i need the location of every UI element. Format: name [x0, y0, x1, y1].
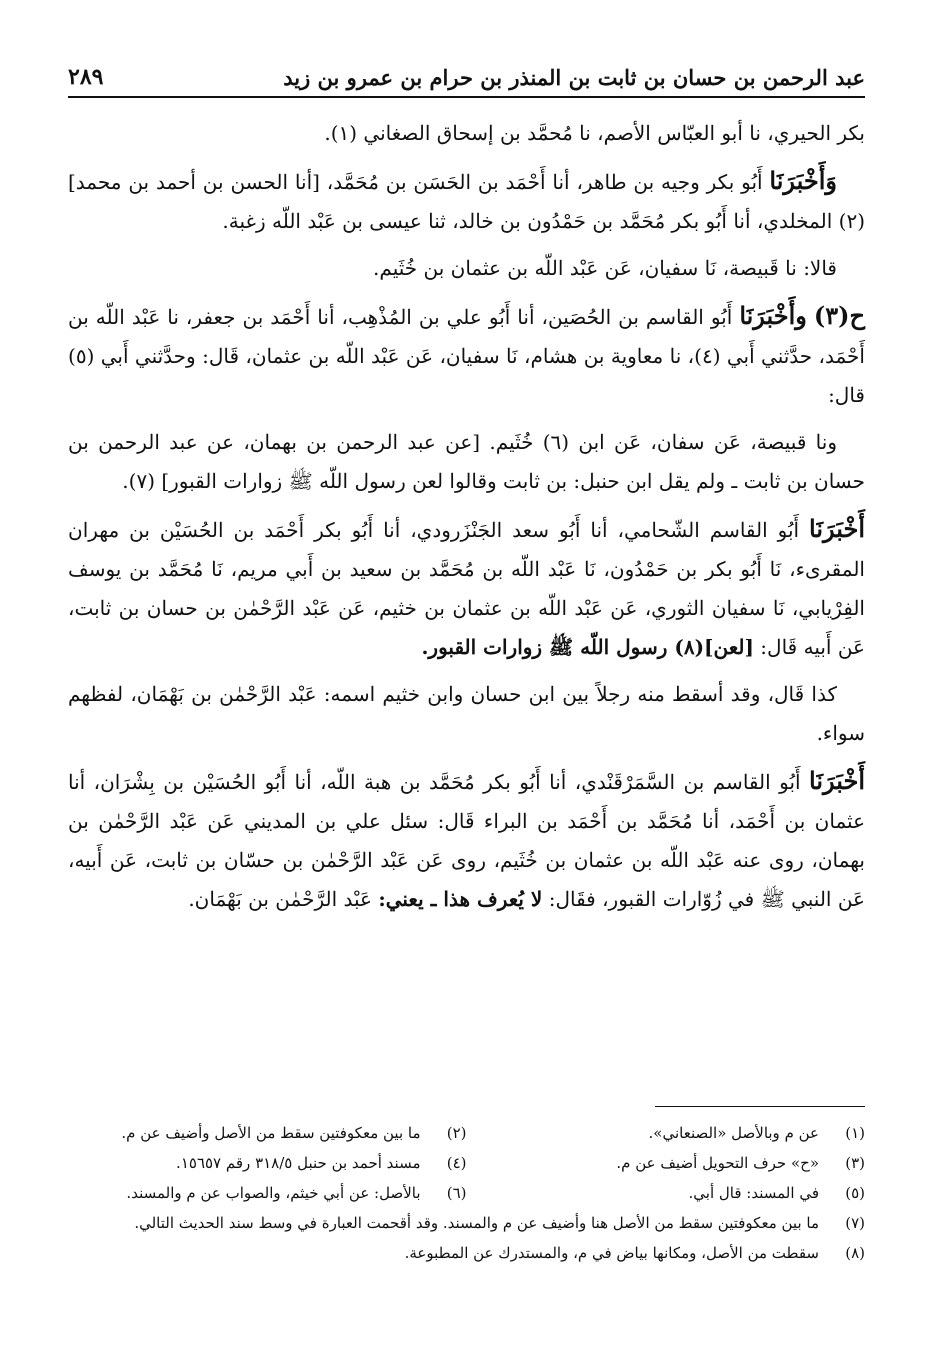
footnote-number: (١): [845, 1124, 865, 1142]
footnote-row: [68, 1238, 865, 1268]
footnote-number: (٣): [845, 1154, 865, 1172]
footnote-text: ما بين معكوفتين سقط من الأصل وأضيف عن م.: [121, 1124, 421, 1142]
paragraph-8: [68, 761, 865, 919]
paragraph-1: [68, 114, 865, 153]
footnote-text: عن م وبالأصل «الصنعاني».: [648, 1124, 819, 1142]
footnote-number: (٨): [845, 1244, 865, 1262]
footnote-divider: [655, 1106, 865, 1107]
footnote-number: (٥): [845, 1184, 865, 1202]
keyword-akhbarana: وأَخْبَرَنَا: [739, 301, 807, 330]
footnote-text: في المسند: قال أبي.: [688, 1184, 819, 1202]
main-text: [68, 114, 865, 927]
page-header: [68, 58, 865, 98]
footnote-text: مسند أحمد بن حنبل ٣١٨/٥ رقم ١٥٦٥٧.: [176, 1154, 421, 1172]
running-title: عبد الرحمن بن حسان بن ثابت بن المنذر بن حرام بن عمرو بن زيد: [283, 65, 865, 90]
footnote-2: [68, 1118, 467, 1148]
footnote-row: [68, 1178, 865, 1208]
footnote-number: (٤): [446, 1154, 467, 1172]
paragraph-8-bold: لا يُعرف هذا ـ يعني:: [378, 887, 543, 911]
paragraph-8-text: أَبُو القاسم بن السَّمَرْقَنْدي، أنا أَبُو بكر مُحَمَّد بن هبة اللّه، أنا أَبُو الحُسَيْن بن بِشْرَان، أنا عثمان بن أَحْمَد، أنا مُحَمَّد بن أَحْمَد بن البراء قَال: سئل علي بن المديني عَن عَبْد الرَّحْمٰن بن بهمان، روى عنه عَبْد اللّه بن عثمان بن خُثَيم، روى عَن عَبْد الرَّحْمٰن بن حسّان بن ثابت، عَن أَبيه، عَن النبي ﷺ في زُوّارات القبور، فقَال:: [68, 770, 865, 911]
footnote-number: (٧): [845, 1214, 865, 1232]
paragraph-3: [68, 249, 865, 288]
footnotes: [68, 1118, 865, 1268]
paragraph-6-text: أَبُو القاسم الشّحامي، أنا أَبُو سعد الجَنْزَرودي، أنا أَبُو بكر أَحْمَد بن الحُسَيْن بن مهران المقرىء، نَا أَبُو بكر بن حَمْدُون، نَا عَبْد اللّه بن مُحَمَّد بن سعيد بن أَبي مريم، نَا مُحَمَّد بن يوسف الفِرْيابي، نَا سفيان الثوري، عَن عَبْد اللّه بن عثمان بن خثيم، عَن عَبْد الرَّحْمٰن بن حسان بن ثابت، عَن أَبيه قَال:: [68, 518, 865, 659]
keyword-akhbarana: أَخْبَرَنَا: [809, 514, 865, 543]
paragraph-5: [68, 423, 865, 501]
keyword-akhbarana: وَأَخْبَرَنَا: [769, 166, 837, 195]
paragraph-4: [68, 296, 865, 415]
paragraph-2: [68, 161, 865, 241]
footnote-8: [68, 1238, 865, 1268]
footnote-1: [467, 1118, 866, 1148]
paragraph-2-text: أَبُو بكر وجيه بن طاهر، أنا أَحْمَد بن الحَسَن بن مُحَمَّد، [أنا الحسن بن أحمد بن محمد](٢) المخلدي، أنا أَبُو بكر مُحَمَّد بن حَمْدُون بن خالد، ثنا عيسى بن عَبْد اللّه زغبة.: [68, 170, 865, 233]
paragraph-7: [68, 675, 865, 753]
footnote-text: ما بين معكوفتين سقط من الأصل هنا وأضيف عن م والمسند. وقد أقحمت العبارة في وسط سند الحديث التالي.: [134, 1214, 819, 1232]
footnote-6: [68, 1178, 467, 1208]
paragraph-6-bold: [لعن](٨) رسول اللّه ﷺ زوارات القبور.: [421, 635, 754, 659]
footnote-row: [68, 1148, 865, 1178]
footnote-text: «ح» حرف التحويل أضيف عن م.: [616, 1154, 819, 1172]
paragraph-8-end: عَبْد الرَّحْمٰن بن بَهْمَان.: [188, 887, 379, 911]
keyword-ha: ح(٣): [813, 301, 865, 330]
footnote-row: [68, 1118, 865, 1148]
footnote-number: (٦): [446, 1184, 467, 1202]
paragraph-3-text: قالا: نا قَبيصة، نَا سفيان، عَن عَبْد اللّه بن عثمان بن خُثَيم.: [373, 256, 837, 280]
footnote-4: [68, 1148, 467, 1178]
keyword-akhbarana: أَخْبَرَنَا: [809, 766, 865, 795]
footnote-number: (٢): [446, 1124, 467, 1142]
paragraph-1-text: بكر الحيري، نا أبو العبّاس الأصم، نا مُحمَّد بن إسحاق الصغاني (١).: [324, 121, 865, 145]
footnote-row: [68, 1208, 865, 1238]
footnote-text: سقطت من الأصل، ومكانها بياض في م، والمستدرك عن المطبوعة.: [404, 1244, 819, 1262]
paragraph-6: [68, 509, 865, 667]
paragraph-5-text: ونا قبيصة، عَن سفان، عَن ابن (٦) خُثَيم. [عن عبد الرحمن بن بهمان، عن عبد الرحمن بن حسان بن ثابت ـ ولم يقل ابن حنبل: بن ثابت وقالوا لعن رسول اللّه ﷺ زوارات القبور] (٧).: [68, 430, 865, 493]
page-number: ٢٨٩: [68, 64, 104, 90]
footnote-7: [68, 1208, 865, 1238]
paragraph-4-text: أَبُو القاسم بن الحُصَين، أنا أَبُو علي بن المُذْهِب، أنا أَحْمَد بن جعفر، نا عَبْد اللّه بن أَحْمَد، حدَّثني أَبي (٤)، نا معاوية بن هشام، نَا سفيان، عَن عَبْد اللّه بن عثمان، قَال: وحدَّثني أَبي (٥) قال:: [68, 305, 865, 407]
paragraph-7-text: كذا قَال، وقد أسقط منه رجلاً بين ابن حسان وابن خثيم اسمه: عَبْد الرَّحْمٰن بن بَهْمَان، لفظهم سواء.: [68, 682, 865, 745]
footnote-5: [467, 1178, 866, 1208]
footnote-text: بالأصل: عن أبي خيثم، والصواب عن م والمسند.: [126, 1184, 421, 1202]
footnote-3: [467, 1148, 866, 1178]
